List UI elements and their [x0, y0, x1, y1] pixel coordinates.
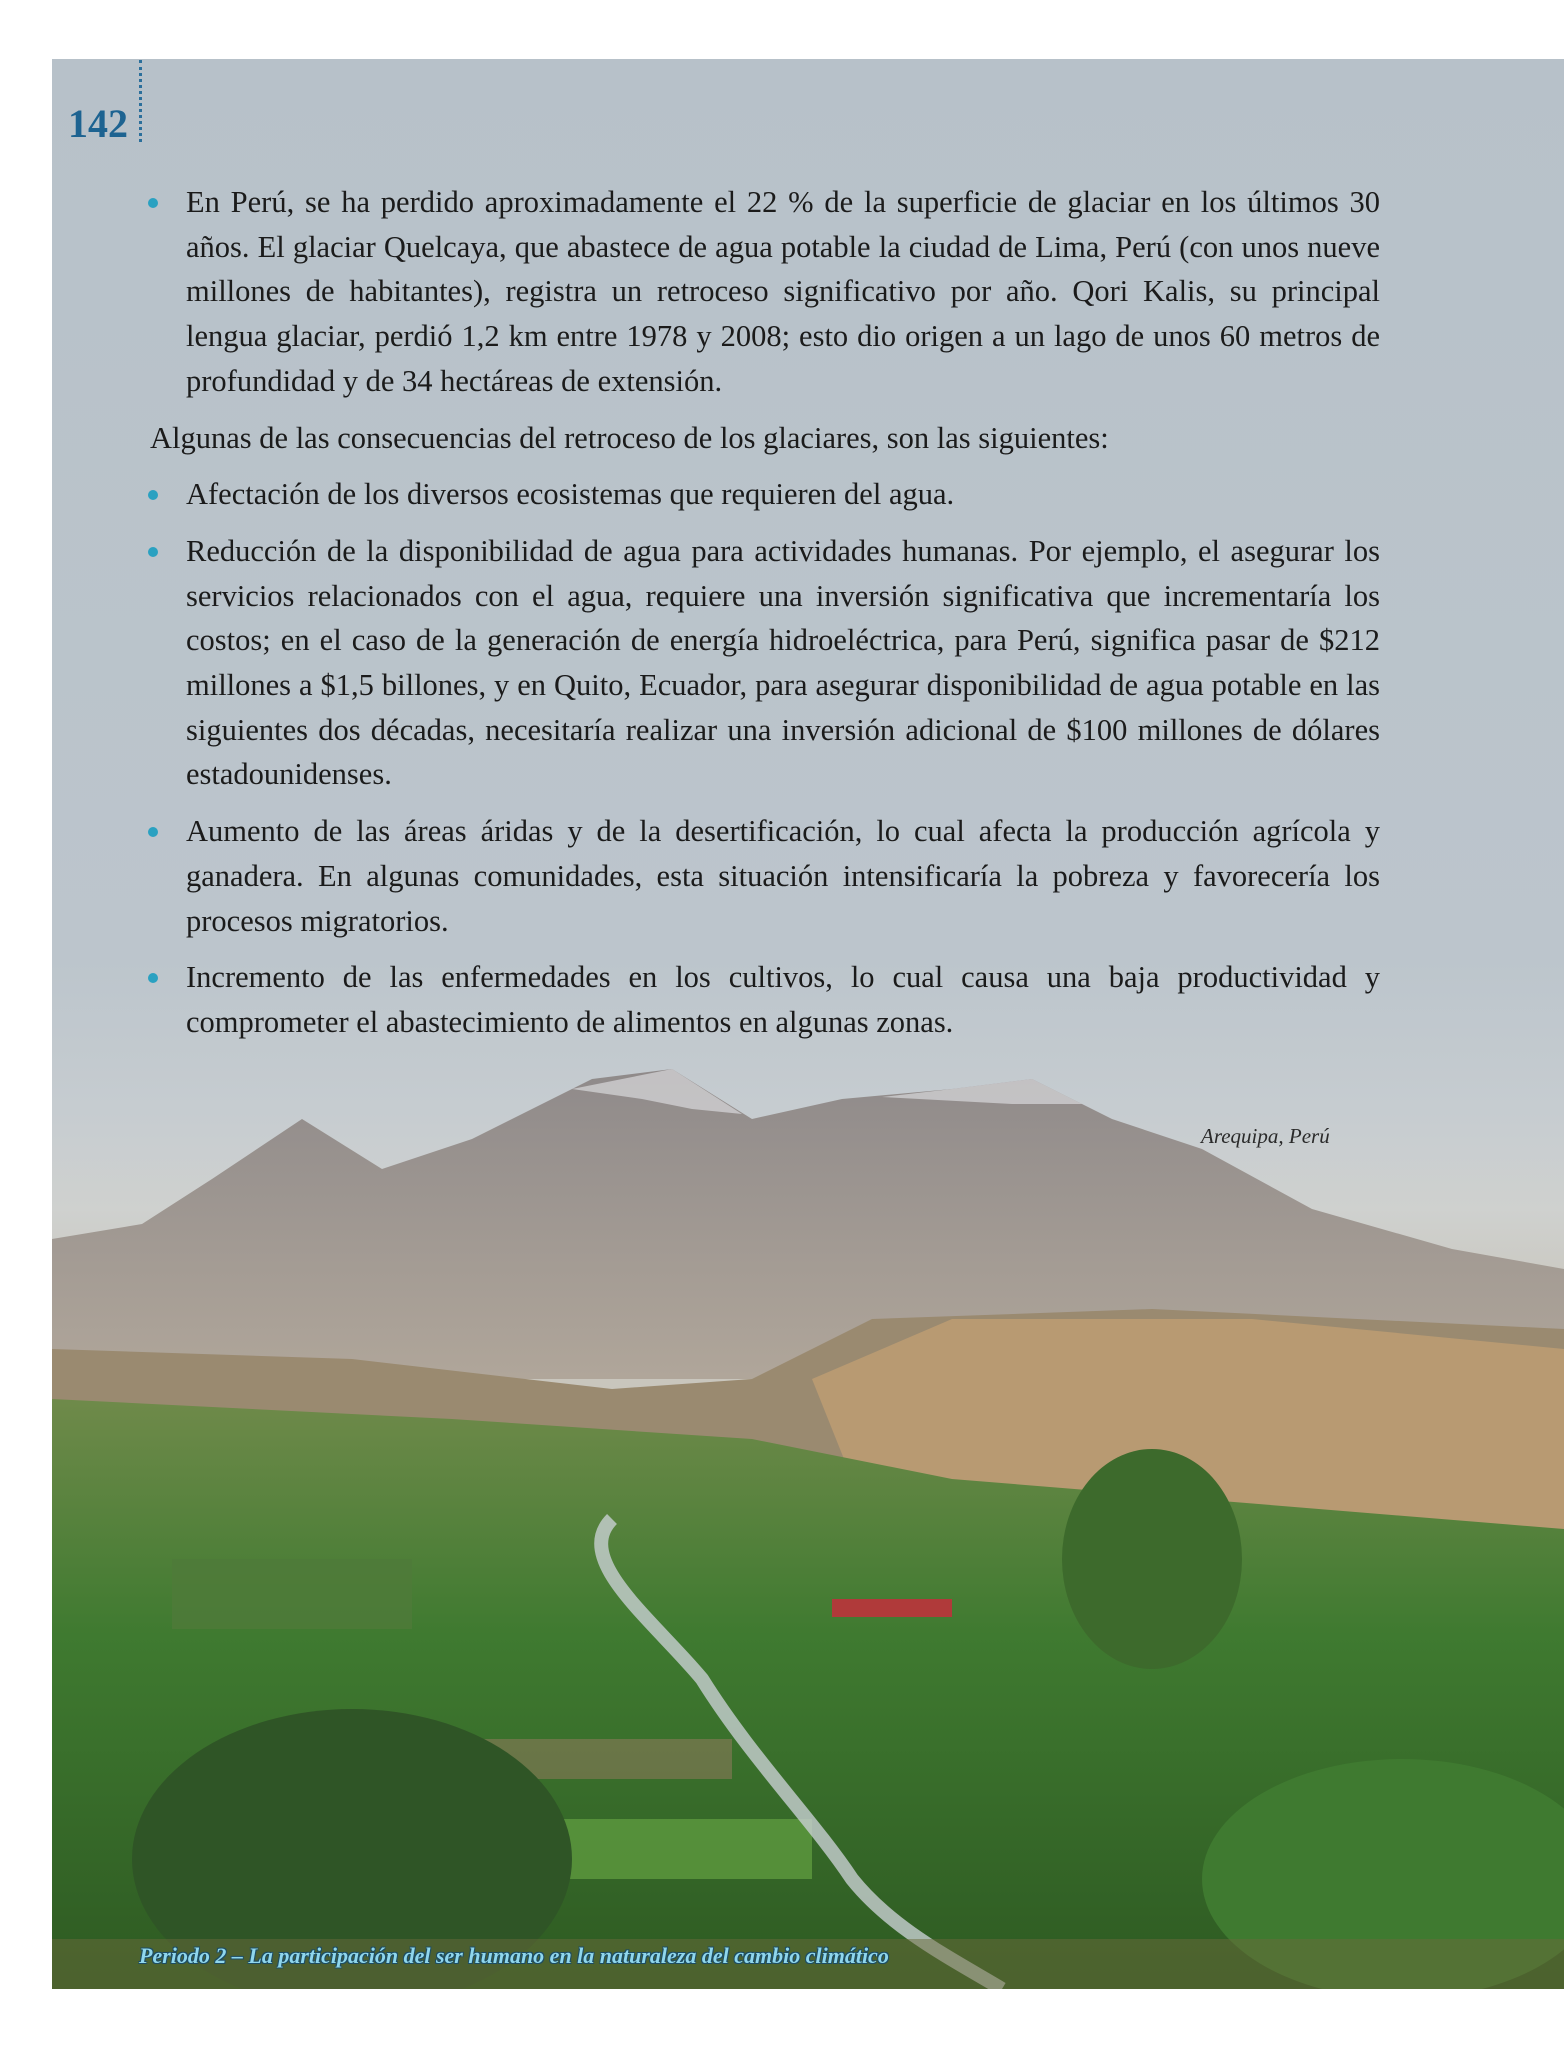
- page-number-divider: [139, 60, 142, 142]
- bullet-icon: [148, 827, 158, 837]
- landscape-photo: [52, 1059, 1564, 1989]
- bullet-item: Incremento de las enfermedades en los cultivos, lo cual causa una baja productividad y comprometer el abastecimiento de alimentos en algunas zonas.: [150, 955, 1380, 1044]
- bullet-item: En Perú, se ha perdido aproximadamente el 22 % de la superficie de glaciar en los últimos 30 años. El glaciar Quelcaya, que abastece de agua potable la ciudad de Lima, Perú (con unos nueve millones de habitantes), registra un retroceso significativo por año. Qori Kalis, su principal lengua glaciar, perdió 1,2 km entre 1978 y 2008; esto dio origen a un lago de unos 60 metros de profundidad y de 34 hectáreas de extensión.: [150, 180, 1380, 404]
- bullet-icon: [148, 547, 158, 557]
- bullet-icon: [148, 198, 158, 208]
- page-number: 142: [68, 101, 128, 146]
- intro-paragraph: Algunas de las consecuencias del retroceso de los glaciares, son las siguientes:: [150, 420, 1109, 455]
- bullet-item: Reducción de la disponibilidad de agua para actividades humanas. Por ejemplo, el asegurar los servicios relacionados con el agua, requiere una inversión significativa que incrementaría los costos; en el caso de la generación de energía hidroeléctrica, para Perú, significa pasar de $212 millones a $1,5 billones, y en Quito, Ecuador, para asegurar disponibilidad de agua potable en las siguientes dos décadas, necesitaría realizar una inversión adicional de $100 millones de dólares estadounidenses.: [150, 529, 1380, 797]
- footer-title: Periodo 2 – La participación del ser humano en la naturaleza del cambio climático: [139, 1943, 889, 1968]
- bullet-item: Afectación de los diversos ecosistemas que requieren del agua.: [150, 472, 1380, 517]
- bullet-item: Aumento de las áreas áridas y de la desertificación, lo cual afecta la producción agrícola y ganadera. En algunas comunidades, esta situación intensificaría la pobreza y favorecería los procesos migratorios.: [150, 809, 1380, 943]
- body-text: [150, 180, 1380, 1057]
- bullet-icon: [148, 973, 158, 983]
- photo-caption: Arequipa, Perú: [1201, 1124, 1330, 1148]
- bullet-icon: [148, 490, 158, 500]
